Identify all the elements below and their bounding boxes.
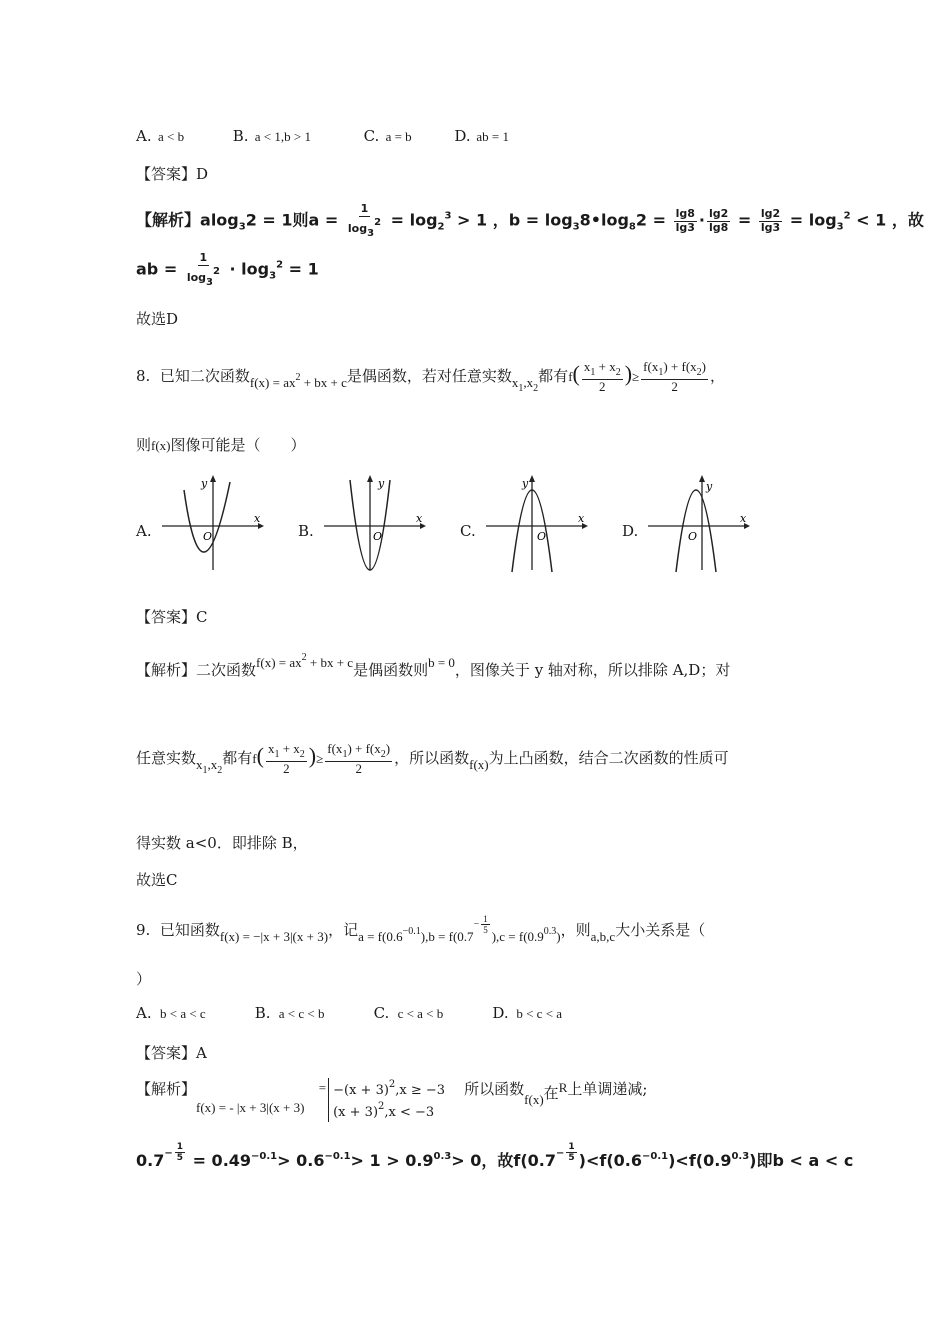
- axis-label-x: x: [578, 512, 585, 525]
- graph-label-a: A.: [136, 522, 152, 540]
- q7-options: A. a < b B. a < 1,b > 1 C. a = b D. ab = 1: [136, 127, 509, 145]
- graph-d: [644, 470, 754, 575]
- axis-label-x: x: [254, 512, 261, 525]
- q9-analysis-line2: $0.7^{- \frac{1}{5}}$ = $0.49^{-0.1}> 0.6^{-0.1}> 1 > 0.9^{0.3}> 0$，故$f(0.7^{- \frac{1}{5}}$ )$<f(0.6^{-0.1})<f(0.9^{0.3})$即b < a < c: [136, 1142, 854, 1170]
- graph-label-c: C.: [460, 522, 476, 540]
- axis-label-x: x: [416, 512, 423, 525]
- graph-c: [482, 470, 592, 575]
- origin-label: O: [373, 530, 383, 543]
- q7-conclusion: 故选D: [136, 310, 179, 328]
- q8-conclusion: 故选C: [136, 871, 178, 889]
- q8-analysis-line1: 【解析】二次函数$f(x) = ax^2$ + bx + c是偶函数则b = 0，图像关于 y 轴对称，所以排除 A,D；对: [136, 652, 731, 679]
- piecewise-cases: $-(x + 3)^2,x \ge -3$ $(x + 3)^2,x < -3$: [328, 1078, 445, 1122]
- origin-label: O: [537, 530, 547, 543]
- q7-analysis-line2: ab = $\frac{1}{\log 32}$ · $\log_3^2 = 1$: [136, 251, 319, 288]
- axis-label-x: x: [740, 512, 747, 525]
- origin-label: O: [203, 530, 213, 543]
- q9-answer: 【答案】A: [136, 1044, 207, 1062]
- axis-label-y: y: [522, 477, 529, 490]
- q9-analysis-line1: 【解析】f(x) = - |x + 3|(x + 3) = $-(x + 3)^2,x \ge -3$ $(x + 3)^2,x < -3$ 所以函数f(x)在R上单调递减;: [136, 1079, 648, 1120]
- axis-label-y: y: [706, 480, 713, 493]
- q7-frac-1: $\frac{1}{\log 32}$: [347, 202, 382, 239]
- q9-stem: 9. 已知函数f(x) = −|x + 3|(x + 3)，记$a = f(0.6^{-0.1}),b = f(0.7^{- \frac{1}{5}}$ )$,c = f(0.9^{0.3})$，则a,b,c大小关系是（: [136, 914, 706, 945]
- origin-label: O: [688, 530, 698, 543]
- q9-options: A. b < a < c B. a < c < b C. c < a < b D. b < c < a: [136, 1004, 563, 1022]
- q7-answer: 【答案】D: [136, 165, 209, 183]
- graph-a: [158, 470, 268, 575]
- q7-analysis-line1: 【解析】alog$_3$2 = 1则a = $\frac{1}{\log 32}$ = $\log_2^3 > 1$ ，$b = \log_38•\log_82$ = $\frac{\lg 8}{\lg 3}$ · $\frac{\lg 2}{\lg 8}$ = $\frac{\lg 2}{\lg 3}$ = $\log_3^2 < 1$ ，故: [136, 202, 924, 239]
- q8-question: 则f(x)图像可能是（ ）: [136, 436, 306, 454]
- graph-b: [320, 470, 430, 575]
- q8-stem: 8. 已知二次函数$f(x) = ax^2$ + bx + c是偶函数，若对任意实数$x_1,x_2$都有f( $\frac{x_1 + x_2}{2}$ )≥ $\frac{f(x_1) + f(x_2)}{2}$ ，: [136, 359, 726, 395]
- axis-label-y: y: [201, 477, 208, 490]
- graph-label-b: B.: [298, 522, 314, 540]
- q9-stem-close: ）: [136, 970, 152, 988]
- graph-label-d: D.: [622, 522, 639, 540]
- q8-analysis-line3: 得实数 a<0．即排除 B，: [136, 834, 308, 852]
- axis-label-y: y: [378, 477, 385, 490]
- q8-analysis-line2: 任意实数$x_1,x_2$都有f( $\frac{x_1 + x_2}{2}$ )≥ $\frac{f(x_1) + f(x_2)}{2}$ ，所以函数f(x)为上凸函数，结合二次函数的性质可: [136, 741, 729, 777]
- q8-answer: 【答案】C: [136, 608, 208, 626]
